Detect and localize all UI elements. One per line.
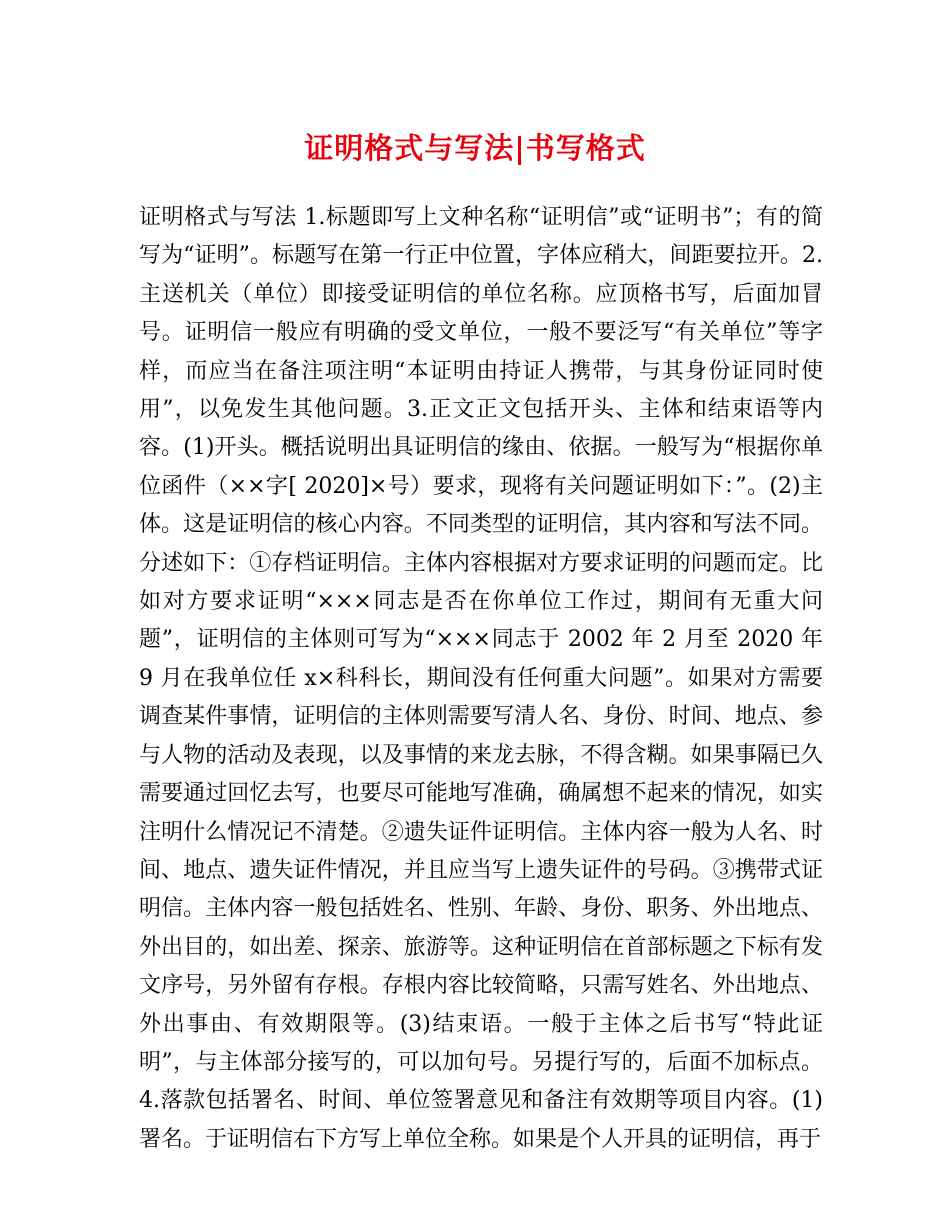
document-body: 证明格式与写法 1.标题即写上文种名称“证明信”或“证明书”；有的简写为“证明”。标题写在第一行正中位置，字体应稍大，间距要拉开。2.主送机关（单位）即接受证明信的单位名称。应顶格书写，后面加冒号。证明信一般应有明确的受文单位，一般不要泛写“有关单位”等字样，而应当在备注项注明“本证明由持证人携带，与其身份证同时使用”，以免发生其他问题。3.正文正文包括开头、主体和结束语等内容。(1)开头。概括说明出具证明信的缘由、依据。一般写为“根据你单位函件（××字[ 2020]×号）要求，现将有关问题证明如下：”。(2)主体。这是证明信的核心内容。不同类型的证明信，其内容和写法不同。分述如下：①存档证明信。主体内容根据对方要求证明的问题而定。比如对方要求证明“×××同志是否在你单位工作过，期间有无重大问题”，证明信的主体则可写为“×××同志于 2002 年 2 月至 2020 年 9 月在我单位任 x×科科长，期间没有任何重大问题”。如果对方需要调查某件事情，证明信的主体则需要写清人名、身份、时间、地点、参与人物的活动及表现，以及事情的来龙去脉，不得含糊。如果事隔已久需要通过回忆去写，也要尽可能地写准确，确属想不起来的情况，如实注明什么情况记不清楚。②遗失证件证明信。主体内容一般为人名、时间、地点、遗失证件情况，并且应当写上遗失证件的号码。③携带式证明信。主体内容一般包括姓名、性别、年龄、身份、职务、外出地点、外出目的，如出差、探亲、旅游等。这种证明信在首部标题之下标有发文序号，另外留有存根。存根内容比较简略，只需写姓名、外出地点、外出事由、有效期限等。(3)结束语。一般于主体之后书写“特此证明”，与主体部分接写的，可以加句号。另提行写的，后面不加标点。4.落款包括署名、时间、单位签署意见和备注有效期等项目内容。(1)署名。于证明信右下方写上单位全称。如果是个人开具的证明信，再于 [139, 205, 823, 1152]
document-title: 证明格式与写法|书写格式 [304, 131, 646, 165]
